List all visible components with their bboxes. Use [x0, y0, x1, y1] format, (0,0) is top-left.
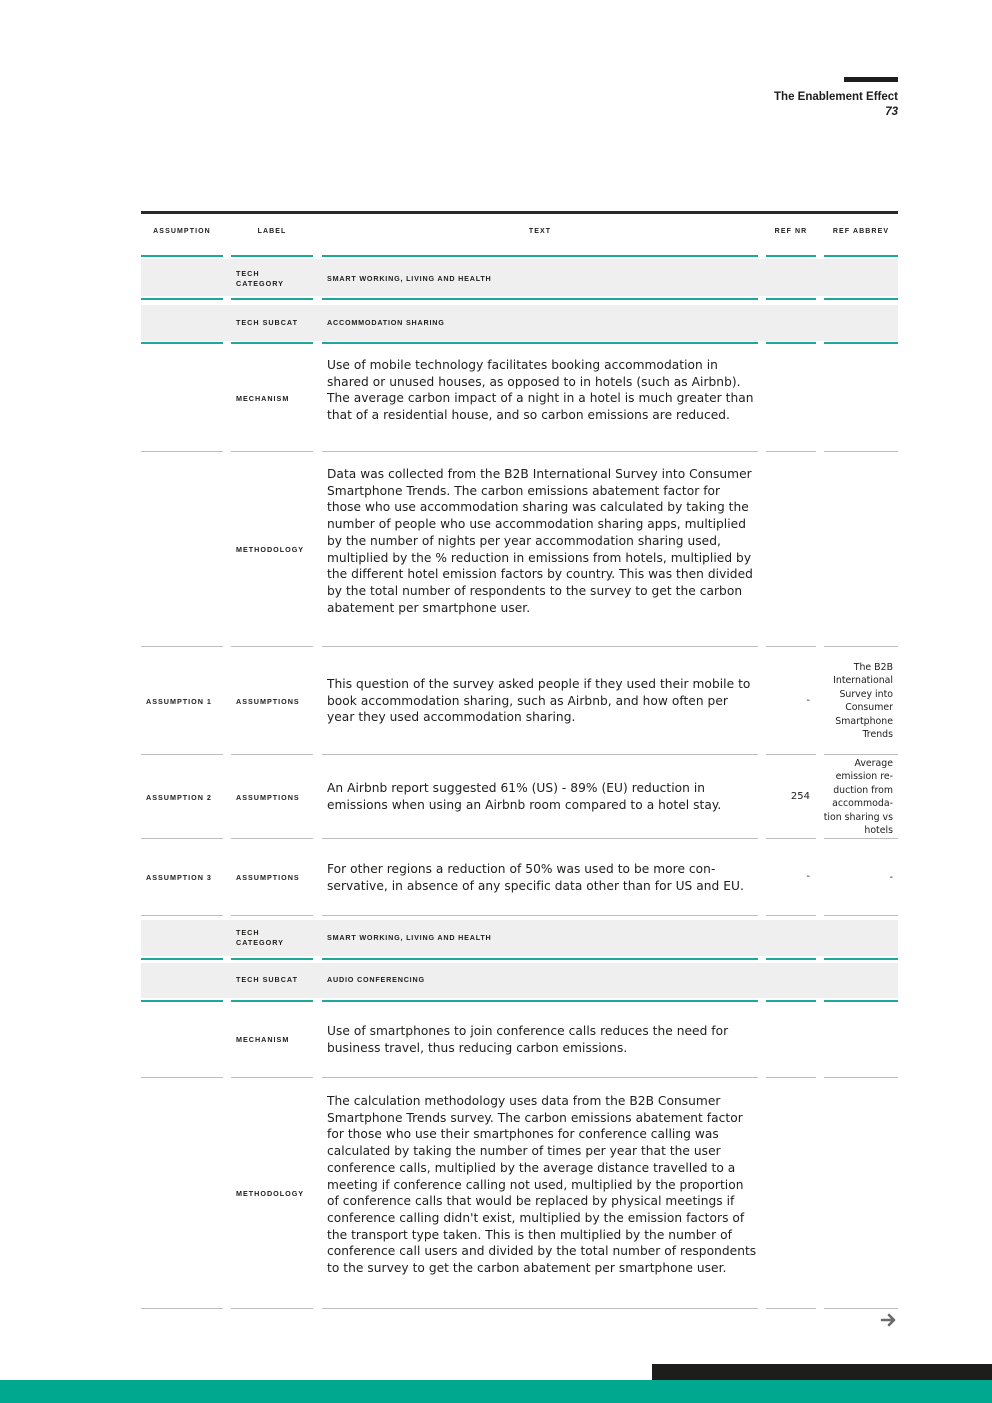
arrow-right-icon[interactable]	[880, 1311, 898, 1329]
row-rule-segment	[824, 1077, 898, 1078]
row-rule-segment	[231, 298, 313, 300]
row-rule-segment	[824, 958, 898, 960]
row-label: TECH SUBCAT	[236, 318, 298, 327]
row-rule-segment	[766, 1000, 816, 1002]
row-rule-segment	[141, 1077, 223, 1078]
row-body-text: An Airbnb report suggested 61% (US) - 89% (EU) reduction in emissions when using an Airbnb room compared to a hotel stay.	[327, 781, 722, 812]
row-rule-segment	[141, 451, 223, 452]
row-rule-segment	[141, 838, 223, 839]
row-rule-segment	[824, 838, 898, 839]
row-rule-segment	[322, 915, 758, 916]
row-label: TECH CATEGORY	[236, 269, 284, 288]
row-rule-segment	[322, 1000, 758, 1002]
row-ref-abbrev: -	[889, 872, 893, 883]
row-rule-segment	[824, 255, 898, 257]
row-category-text: SMART WORKING, LIVING AND HEALTH	[327, 274, 492, 283]
row-label: ASSUMPTIONS	[236, 793, 300, 802]
row-rule-segment	[766, 838, 816, 839]
page-number: 73	[885, 106, 898, 118]
row-rule-segment	[141, 255, 223, 257]
row-rule-segment	[231, 1308, 313, 1309]
row-rule-segment	[766, 342, 816, 344]
row-rule-segment	[322, 838, 758, 839]
row-label: TECH SUBCAT	[236, 975, 298, 984]
row-rule-segment	[231, 255, 313, 257]
row-rule-segment	[824, 1308, 898, 1309]
row-body-text: Data was collected from the B2B International Survey into Consumer Smartphone Trends. The carbon emissions abatement factor for those who use accommodation sharing was calculated by taking the number of people who use accommodation sharing apps, multiplied by the number of nights per year accommodation sharing used, multiplied by the % reduction in emissions from hotels, multiplied by the different hotel emission factors by country. This was then divided by the total number of respondents to the survey to get the carbon abatement per smartphone user.	[327, 467, 753, 615]
row-rule-segment	[141, 958, 223, 960]
row-rule-segment	[322, 754, 758, 755]
row-rule-segment	[141, 915, 223, 916]
row-rule-segment	[141, 754, 223, 755]
row-label: METHODOLOGY	[236, 545, 305, 554]
row-rule-segment	[231, 646, 313, 647]
row-rule-segment	[766, 958, 816, 960]
row-assumption: ASSUMPTION 2	[146, 793, 212, 802]
row-rule-segment	[141, 298, 223, 300]
row-rule-segment	[322, 451, 758, 452]
row-rule-segment	[766, 754, 816, 755]
row-subcategory-text: AUDIO CONFERENCING	[327, 975, 425, 984]
document-title: The Enablement Effect	[774, 91, 898, 103]
row-label: ASSUMPTIONS	[236, 697, 300, 706]
row-rule-segment	[766, 451, 816, 452]
row-body-text: For other regions a reduction of 50% was used to be more con-servative, in absence of any specific data other than for US and EU.	[327, 862, 744, 893]
row-body-text: The calculation methodology uses data from the B2B Consumer Smartphone Trends survey. The carbon emissions abatement factor for those who use their smartphones for conference calling was calculated by taking the number of times per year that the user conference calls, multiplied by the average distance travelled to a meeting if conference calling not used, multiplied by the proportion of conference calls that would be replaced by physical meetings if conference calling didn't exist, multiplied by the emission factors of the transport type taken. This is then multiplied by the number of conference call users and divided by the total number of respondents to the survey to get the carbon abatement per smartphone user.	[327, 1094, 757, 1276]
header-accent-bar	[844, 77, 898, 82]
table-top-rule	[141, 211, 898, 214]
row-rule-segment	[231, 1077, 313, 1078]
row-label: MECHANISM	[236, 1035, 290, 1044]
row-ref-nr: -	[806, 871, 810, 882]
row-rule-segment	[141, 1000, 223, 1002]
column-header-ref-abbrev: REF ABBREV	[832, 228, 890, 235]
row-ref-abbrev: Average emission re-duction from accommoda-tion sharing vs hotels	[823, 758, 893, 837]
row-ref-nr: 254	[790, 791, 810, 802]
row-rule-segment	[231, 342, 313, 344]
row-rule-segment	[231, 915, 313, 916]
row-label: TECH CATEGORY	[236, 928, 284, 947]
row-rule-segment	[231, 838, 313, 839]
row-rule-segment	[141, 646, 223, 647]
row-body-text: Use of smartphones to join conference calls reduces the need for business travel, thus reducing carbon emissions.	[327, 1024, 729, 1055]
row-rule-segment	[824, 754, 898, 755]
row-rule-segment	[766, 298, 816, 300]
row-rule-segment	[322, 298, 758, 300]
row-category-text: SMART WORKING, LIVING AND HEALTH	[327, 933, 492, 942]
row-rule-segment	[322, 1077, 758, 1078]
row-ref-abbrev: The B2B International Survey into Consumer Smartphone Trends	[833, 662, 893, 741]
row-body-text: This question of the survey asked people if they used their mobile to book accommodation sharing, such as Airbnb, and how often per year they used accommodation sharing.	[327, 677, 751, 725]
row-rule-segment	[824, 1000, 898, 1002]
row-rule-segment	[824, 915, 898, 916]
row-assumption: ASSUMPTION 3	[146, 873, 212, 882]
column-header-ref-nr: REF NR	[774, 228, 808, 235]
row-rule-segment	[766, 1077, 816, 1078]
row-rule-segment	[824, 298, 898, 300]
row-rule-segment	[766, 1308, 816, 1309]
row-rule-segment	[322, 255, 758, 257]
row-rule-segment	[231, 754, 313, 755]
row-rule-segment	[824, 451, 898, 452]
row-rule-segment	[141, 342, 223, 344]
row-assumption: ASSUMPTION 1	[146, 697, 212, 706]
row-rule-segment	[766, 646, 816, 647]
row-rule-segment	[231, 1000, 313, 1002]
footer-accent-bar	[0, 1380, 992, 1403]
column-header-assumption: ASSUMPTION	[153, 228, 211, 235]
row-rule-segment	[322, 1308, 758, 1309]
column-header-text: TEXT	[528, 228, 552, 235]
row-label: MECHANISM	[236, 394, 290, 403]
row-label: METHODOLOGY	[236, 1189, 305, 1198]
row-rule-segment	[231, 451, 313, 452]
row-rule-segment	[141, 1308, 223, 1309]
row-label: ASSUMPTIONS	[236, 873, 300, 882]
row-rule-segment	[322, 342, 758, 344]
row-rule-segment	[322, 958, 758, 960]
row-rule-segment	[231, 958, 313, 960]
row-rule-segment	[766, 915, 816, 916]
column-header-label: LABEL	[257, 228, 287, 235]
row-rule-segment	[766, 255, 816, 257]
row-subcategory-text: ACCOMMODATION SHARING	[327, 318, 445, 327]
row-rule-segment	[824, 342, 898, 344]
row-rule-segment	[824, 646, 898, 647]
row-body-text: Use of mobile technology facilitates booking accommodation in shared or unused houses, as opposed to in hotels (such as Airbnb). The average carbon impact of a night in a hotel is much greater than that of a residential house, and so carbon emissions are reduced.	[327, 358, 754, 423]
row-rule-segment	[322, 646, 758, 647]
row-ref-nr: -	[806, 695, 810, 706]
